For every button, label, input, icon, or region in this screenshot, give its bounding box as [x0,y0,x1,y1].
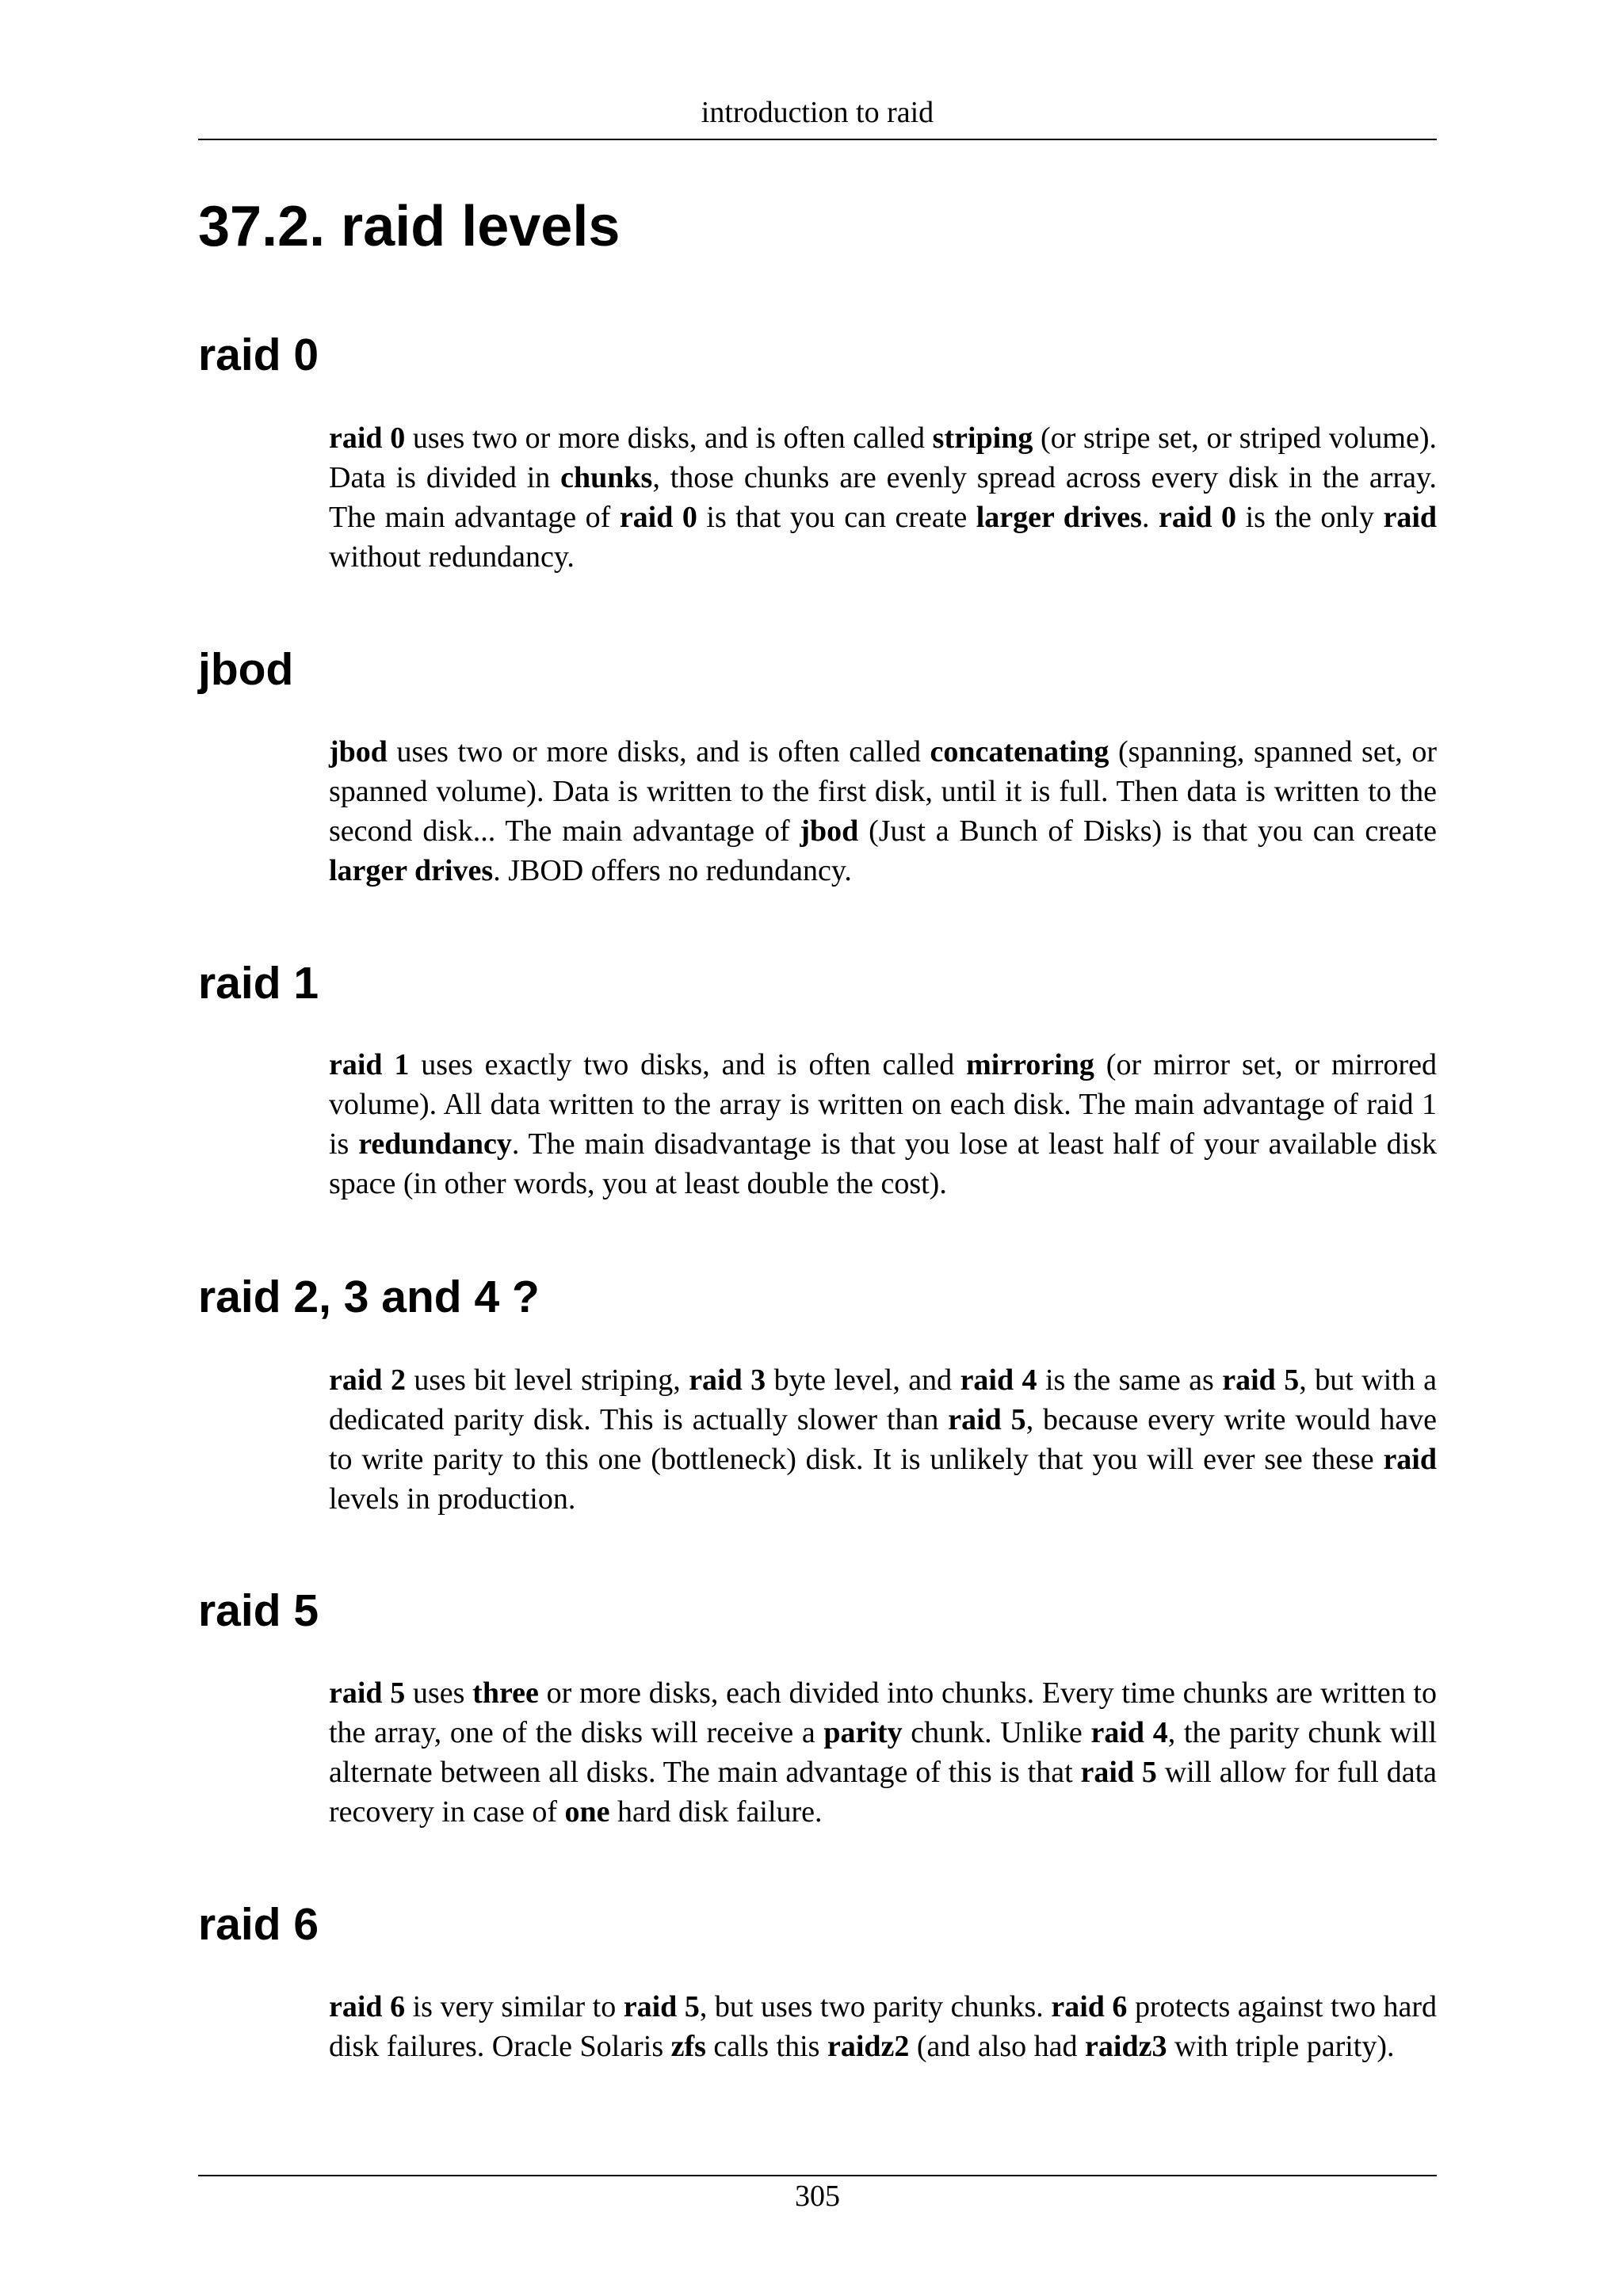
bold-term: mirroring [966,1048,1094,1081]
bold-term: raid 5 [1222,1363,1300,1397]
paragraph-text: uses bit level striping, [406,1363,689,1397]
paragraph-text: , but uses two parity chunks. [699,1990,1052,2023]
bold-term: redundancy [358,1127,512,1161]
paragraph-text: (or mirror set, or mirrored volume). All data written to the array is written on each disk. The main advantage of raid 1 is [329,1048,1438,1161]
bold-term: three [472,1676,539,1710]
paragraph-text: . JBOD offers no redundancy. [493,854,852,887]
bold-term: concatenating [930,735,1109,769]
paragraph-text: (and also had [909,2030,1086,2063]
paragraph-text: levels in production. [329,1482,576,1516]
paragraph-text: protects against two hard disk failures. Oracle Solaris [329,1990,1438,2063]
bold-term: raidz3 [1085,2030,1167,2063]
bold-term: raidz2 [827,2030,910,2063]
bold-term: zfs [670,2030,706,2063]
bold-term: raid 6 [1051,1990,1128,2023]
bold-term: raid 5 [1080,1756,1157,1789]
bold-term: raid 4 [960,1363,1037,1397]
heading-jbod: jbod [198,644,294,695]
paragraph-text: uses two or more disks, and is often called [387,735,930,769]
paragraph-text: is very similar to [405,1990,624,2023]
paragraph-text: , those chunks are evenly spread across every disk in the array. The main advantage of [329,461,1437,534]
page-number: 305 [795,2180,840,2213]
paragraph-text: , because every write would have to write parity to this one (bottleneck) disk. It is unlikely that you will ever see these [329,1403,1437,1476]
paragraph-raid-2-3-4 [329,1360,1437,1519]
bold-term: raid 2 [329,1363,406,1397]
bold-term: raid 0 [619,501,697,534]
paragraph-text: is the only [1236,501,1384,534]
paragraph-text: is the same as [1037,1363,1223,1397]
paragraph-raid-6 [329,1987,1437,2066]
bold-term: raid [1383,1443,1437,1476]
paragraph-text: is that you can create [697,501,976,534]
bold-term: jbod [329,735,388,769]
heading-raid-5: raid 5 [198,1585,319,1636]
bold-term: larger drives [329,854,494,887]
bold-term: raid 3 [689,1363,766,1397]
section-title: 37.2. raid levels [198,195,621,258]
paragraph-text: uses two or more disks, and is often called [405,421,933,455]
paragraph-text: byte level, and [766,1363,960,1397]
heading-raid-2-3-4: raid 2, 3 and 4 ? [198,1272,540,1322]
paragraph-text: with triple parity). [1167,2030,1395,2063]
bold-term: one [564,1795,610,1829]
bold-term: jbod [800,814,859,848]
bold-term: raid 0 [329,421,406,455]
paragraph-text: (Just a Bunch of Disks) is that you can create [858,814,1437,848]
paragraph-jbod [329,732,1437,891]
paragraph-text: . [1141,501,1159,534]
heading-raid-1: raid 1 [198,958,319,1009]
paragraph-text: , but with a dedicated parity disk. This is actually slower than [329,1363,1438,1436]
paragraph-text: uses exactly two disks, and is often called [409,1048,967,1081]
bold-term: raid 5 [948,1403,1026,1436]
paragraph-text: hard disk failure. [609,1795,823,1829]
paragraph-raid-5 [329,1673,1437,1832]
paragraph-text: (spanning, spanned set, or spanned volume). Data is written to the first disk, until it is full. Then data is written to the second disk... The main advantage of [329,735,1437,848]
running-header: introduction to raid [701,96,934,129]
paragraph-text: or more disks, each divided into chunks. Every time chunks are written to the array, one of the disks will receive a [329,1676,1437,1749]
paragraph-text: (or stripe set, or striped volume). Data is divided in [329,421,1438,494]
paragraph-text: chunk. Unlike [902,1716,1091,1749]
paragraph-raid-1 [329,1045,1437,1203]
paragraph-text: uses [405,1676,473,1710]
bold-term: striping [932,421,1033,455]
heading-raid-0: raid 0 [198,330,319,380]
header-rule [198,139,1437,140]
paragraph-raid-0 [329,418,1437,577]
paragraph-text: , the parity chunk will alternate between all disks. The main advantage of this is that [329,1716,1438,1789]
bold-term: raid 0 [1158,501,1237,534]
paragraph-text: without redundancy. [329,540,575,574]
paragraph-text: calls this [705,2030,827,2063]
bold-term: chunks [560,461,653,494]
bold-term: raid 5 [623,1990,700,2023]
paragraph-text: . The main disadvantage is that you lose at least half of your available disk space (in other words, you at least double the cost). [329,1127,1437,1200]
bold-term: raid [1383,501,1438,534]
bold-term: larger drives [976,501,1142,534]
paragraph-text: will allow for full data recovery in case of [329,1756,1437,1829]
bold-term: raid 5 [329,1676,406,1710]
heading-raid-6: raid 6 [198,1899,319,1950]
bold-term: raid 4 [1090,1716,1168,1749]
bold-term: parity [823,1716,903,1749]
bold-term: raid 1 [329,1048,410,1081]
bold-term: raid 6 [329,1990,406,2023]
